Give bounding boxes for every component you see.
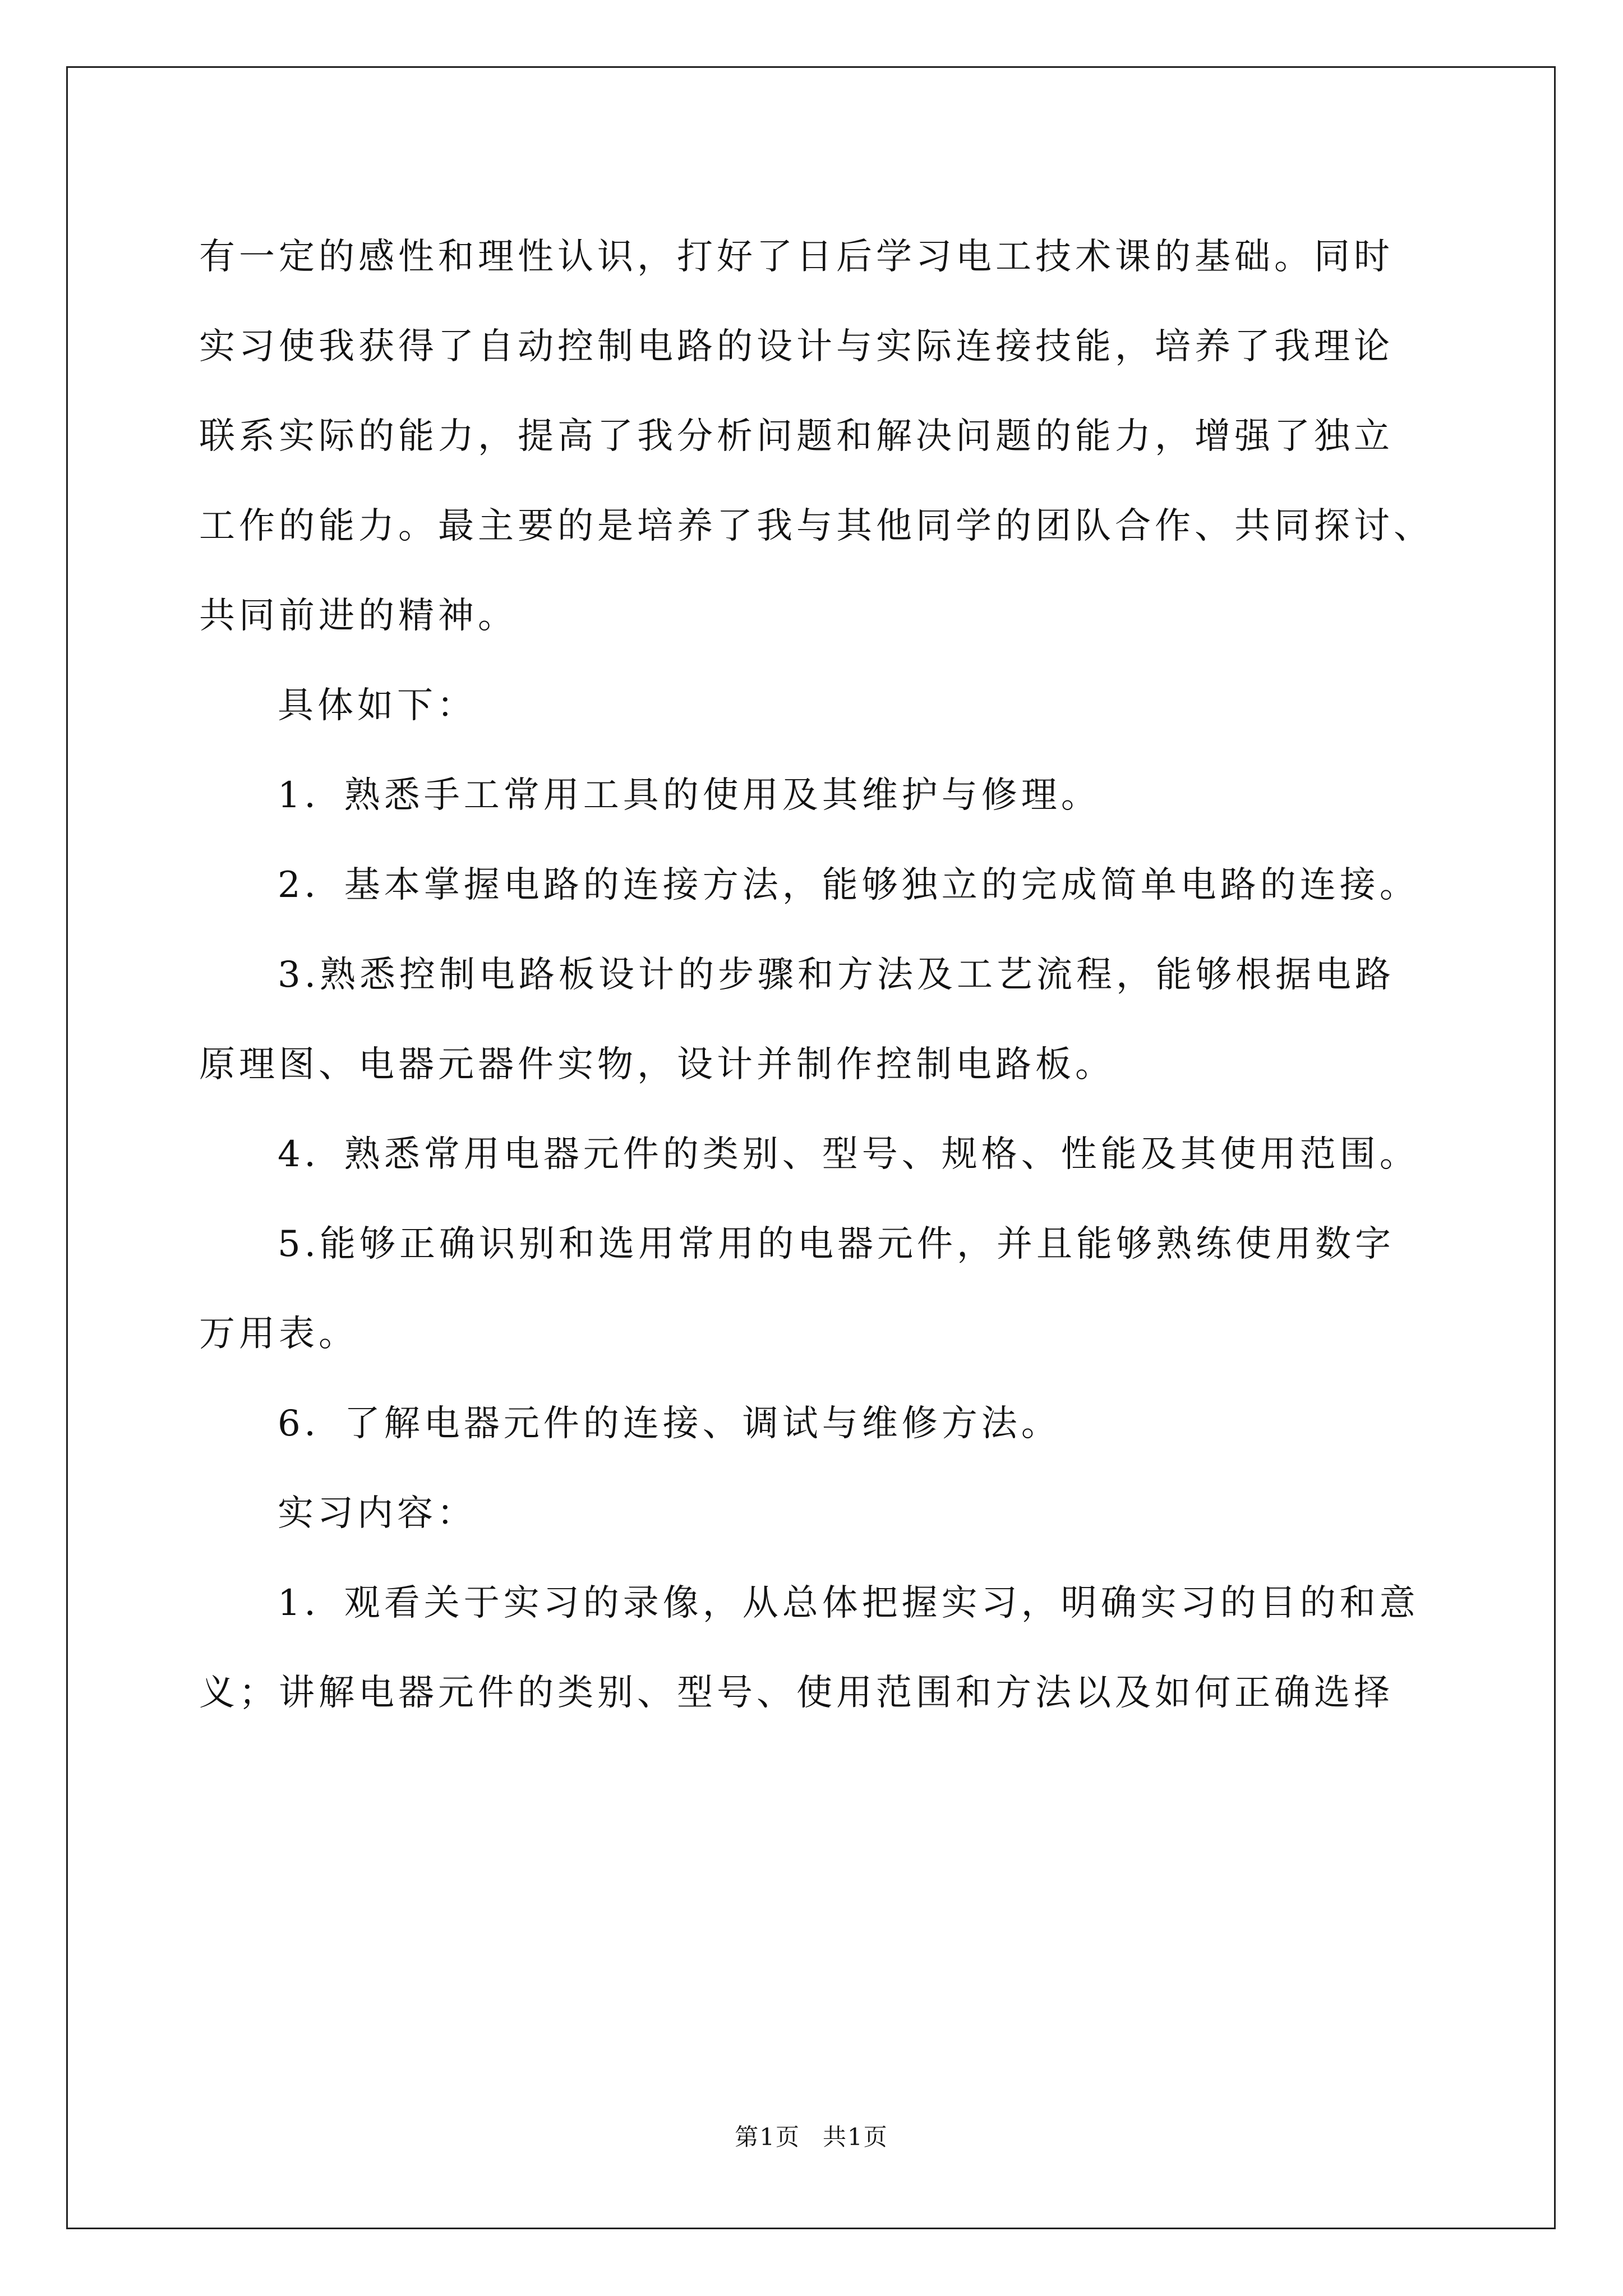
- text-line: 工作的能力。最主要的是培养了我与其他同学的团队合作、共同探讨、: [199, 505, 1433, 547]
- list-item: 2．基本掌握电路的连接方法，能够独立的完成简单电路的连接。: [278, 864, 1419, 906]
- document-body: [199, 212, 1433, 1738]
- section-heading: 实习内容：: [278, 1493, 477, 1534]
- list-item: 6．了解电器元件的连接、调试与维修方法。: [278, 1403, 1061, 1444]
- list-item: 3.熟悉控制电路板设计的步骤和方法及工艺流程，能够根据电路: [278, 954, 1395, 996]
- list-item: 1．观看关于实习的录像，从总体把握实习，明确实习的目的和意: [278, 1582, 1419, 1624]
- page-number-total: 共1页: [823, 2123, 888, 2151]
- list-item-continuation: 原理图、电器元器件实物，设计并制作控制电路板。: [199, 1044, 1115, 1085]
- text-line: 实习使我获得了自动控制电路的设计与实际连接技能，培养了我理论: [199, 326, 1394, 367]
- list-item: 4．熟悉常用电器元件的类别、型号、规格、性能及其使用范围。: [278, 1134, 1419, 1175]
- list-item: 5.能够正确识别和选用常用的电器元件，并且能够熟练使用数字: [278, 1223, 1395, 1265]
- section-heading: 具体如下：: [278, 685, 477, 726]
- page-number-current: 第1页: [735, 2123, 800, 2151]
- page-footer: [0, 2120, 1623, 2154]
- list-item-continuation: 义；讲解电器元件的类别、型号、使用范围和方法以及如何正确选择: [199, 1672, 1394, 1714]
- text-line: 有一定的感性和理性认识，打好了日后学习电工技术课的基础。同时: [199, 236, 1394, 278]
- list-item-continuation: 万用表。: [199, 1313, 358, 1355]
- text-line: 联系实际的能力，提高了我分析问题和解决问题的能力，增强了独立: [199, 416, 1394, 457]
- list-item: 1．熟悉手工常用工具的使用及其维护与修理。: [278, 775, 1101, 816]
- text-line: 共同前进的精神。: [199, 595, 518, 637]
